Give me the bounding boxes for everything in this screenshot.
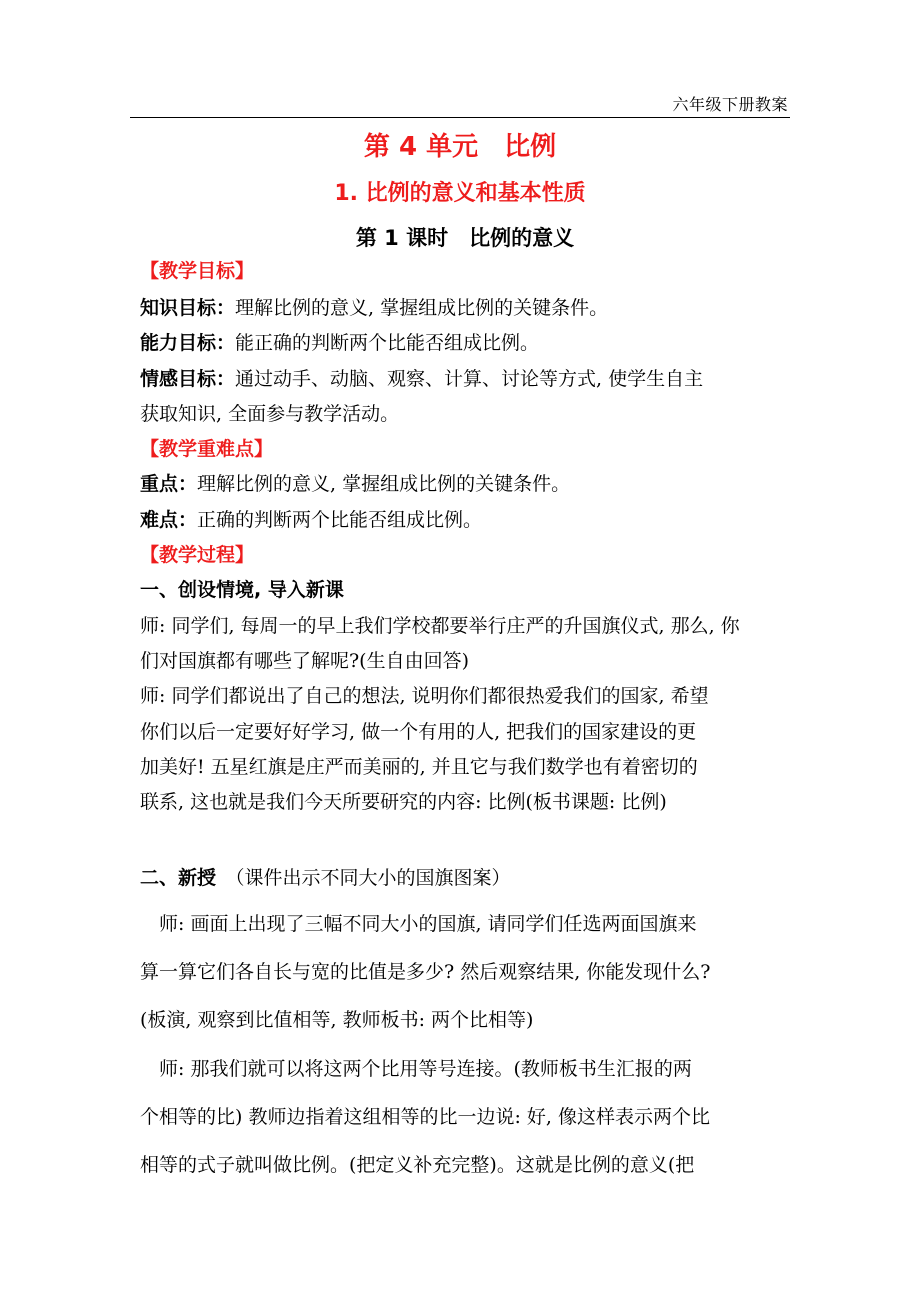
paragraph-line: 师: 那我们就可以将这两个比用等号连接。(教师板书生汇报的两 <box>140 1058 692 1080</box>
key-point-text: 理解比例的意义, 掌握组成比例的关键条件。 <box>197 473 571 495</box>
emotion-goal <box>140 367 703 391</box>
paragraph-line: 个相等的比) 教师边指着这组相等的比一边说: 好, 像这样表示两个比 <box>140 1106 710 1128</box>
paragraph-line: 师: 画面上出现了三幅不同大小的国旗, 请同学们任选两面国旗来 <box>140 913 697 935</box>
step2-title: 二、新授 <box>140 867 217 889</box>
step1-title: 一、创设情境, 导入新课 <box>140 579 344 601</box>
hard-point-label: 难点： <box>140 509 198 531</box>
ability-goal-label: 能力目标： <box>140 332 236 354</box>
paragraph-line: 算一算它们各自长与宽的比值是多少? 然后观察结果, 你能发现什么? <box>140 961 711 983</box>
paragraph-line: 师: 同学们都说出了自己的想法, 说明你们都很热爱我们的国家, 希望 <box>140 685 709 707</box>
ability-goal <box>140 331 539 355</box>
difficulties-heading: 【教学重难点】 <box>140 438 274 460</box>
knowledge-goal <box>140 296 608 320</box>
paragraph-line: (板演, 观察到比值相等, 教师板书: 两个比相等) <box>140 1009 534 1031</box>
knowledge-goal-text: 理解比例的意义, 掌握组成比例的关键条件。 <box>235 297 609 319</box>
paragraph-line: 们对国旗都有哪些了解呢?(生自由回答) <box>140 650 470 672</box>
paragraph-line: 联系, 这也就是我们今天所要研究的内容: 比例(板书课题: 比例) <box>140 791 667 813</box>
process-heading: 【教学过程】 <box>140 544 255 566</box>
header-divider <box>130 117 790 118</box>
paragraph-line: 相等的式子就叫做比例。(把定义补充完整)。这就是比例的意义(把 <box>140 1154 695 1176</box>
section-title: 1. 比例的意义和基本性质 <box>334 181 586 206</box>
emotion-goal-continued: 获取知识, 全面参与教学活动。 <box>140 403 400 425</box>
key-point-label: 重点： <box>140 473 198 495</box>
step2-note: （课件出示不同大小的国旗图案） <box>235 867 511 889</box>
step2-heading <box>140 866 511 890</box>
emotion-goal-label: 情感目标： <box>140 368 236 390</box>
lesson-title: 第 1 课时 比例的意义 <box>355 226 575 250</box>
unit-title: 第 4 单元 比例 <box>363 132 557 162</box>
page-header: 六年级下册教案 <box>672 95 788 114</box>
knowledge-goal-label: 知识目标： <box>140 297 236 319</box>
key-point <box>140 472 570 496</box>
hard-point <box>140 508 482 532</box>
ability-goal-text: 能正确的判断两个比能否组成比例。 <box>235 332 540 354</box>
emotion-goal-text: 通过动手、动脑、观察、计算、讨论等方式, 使学生自主 <box>235 368 704 390</box>
hard-point-text: 正确的判断两个比能否组成比例。 <box>197 509 483 531</box>
goals-heading: 【教学目标】 <box>140 260 255 282</box>
paragraph-line: 加美好! 五星红旗是庄严而美丽的, 并且它与我们数学也有着密切的 <box>140 756 698 778</box>
paragraph-line: 师: 同学们, 每周一的早上我们学校都要举行庄严的升国旗仪式, 那么, 你 <box>140 615 740 637</box>
paragraph-line: 你们以后一定要好好学习, 做一个有用的人, 把我们的国家建设的更 <box>140 721 697 743</box>
